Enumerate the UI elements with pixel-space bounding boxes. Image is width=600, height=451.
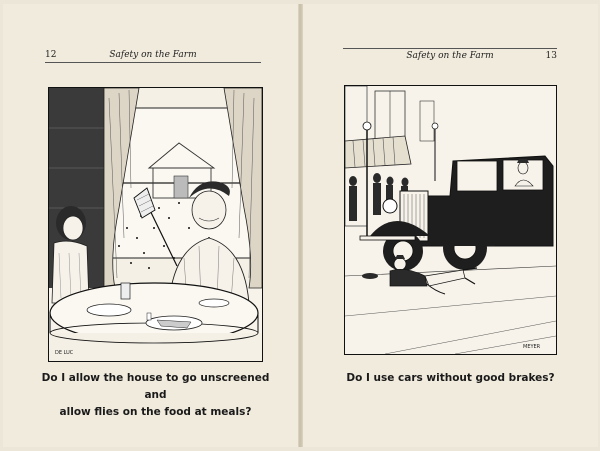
svg-text:DE LUC: DE LUC	[55, 350, 74, 356]
left-caption-line-2: allow flies on the food at meals?	[59, 406, 252, 418]
left-running-head: Safety on the Farm	[109, 50, 197, 60]
left-page-header	[45, 48, 261, 63]
right-running-head: Safety on the Farm	[406, 51, 494, 61]
car-accident-drawing	[345, 86, 556, 354]
right-illustration	[344, 85, 557, 355]
right-page-number: 13	[545, 51, 557, 61]
left-caption-line-1: Do I allow the house to go unscreened and	[41, 372, 270, 401]
dinner-flies-drawing	[49, 88, 262, 361]
left-page-number: 12	[45, 50, 57, 60]
svg-text:MEYER: MEYER	[523, 344, 541, 350]
right-caption: Do I use cars without good brakes?	[346, 372, 555, 384]
left-caption	[33, 370, 278, 421]
right-page	[302, 4, 598, 447]
left-page	[3, 4, 299, 447]
right-page-header	[343, 48, 557, 63]
left-illustration	[48, 87, 263, 362]
